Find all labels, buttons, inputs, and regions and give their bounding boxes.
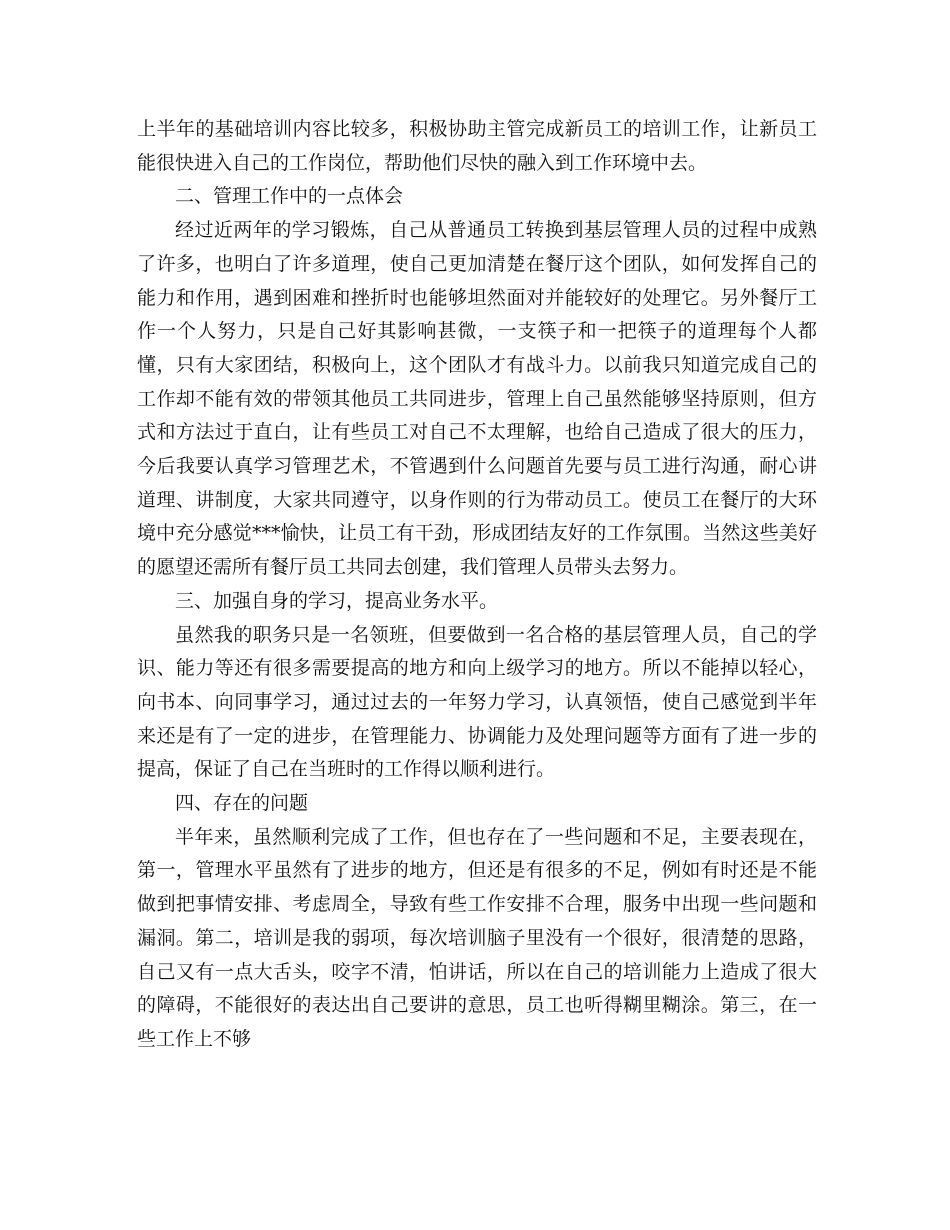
paragraph-management-experience: 经过近两年的学习锻炼，自己从普通员工转换到基层管理人员的过程中成熟了许多，也明白了许多道理，使自己更加清楚在餐厅这个团队，如何发挥自己的能力和作用，遇到困难和挫折时也能够坦然面对并能较好的处理它。另外餐厅工作一个人努力，只是自己好其影响甚微，一支筷子和一把筷子的道理每个人都懂，只有大家团结，积极向上，这个团队才有战斗力。以前我只知道完成自己的工作却不能有效的带领其他员工共同进步，管理上自己虽然能够坚持原则，但方式和方法过于直白，让有些员工对自己不太理解，也给自己造成了很大的压力，今后我要认真学习管理艺术，不管遇到什么问题首先要与员工进行沟通，耐心讲道理、讲制度，大家共同遵守，以身作则的行为带动员工。使员工在餐厅的大环境中充分感觉***愉快，让员工有干劲，形成团结友好的工作氛围。当然这些美好的愿望还需所有餐厅员工共同去创建，我们管理人员带头去努力。: [137, 219, 817, 579]
section-heading-self-study: 三、加强自身的学习，提高业务水平。: [175, 589, 499, 612]
paragraph-existing-problems: 半年来，虽然顺利完成了工作，但也存在了一些问题和不足，主要表现在，第一，管理水平虽然有了进步的地方，但还是有很多的不足，例如有时还是不能做到把事情安排、考虑周全，导致有些工作安排不合理，服务中出现一些问题和漏洞。第二，培训是我的弱项，每次培训脑子里没有一个很好，很清楚的思路，自己又有一点大舌头，咬字不清，怕讲话，所以在自己的培训能力上造成了很大的障碍，不能很好的表达出自己要讲的意思，员工也听得糊里糊涂。第三，在一些工作上不够: [137, 825, 817, 1050]
section-heading-management-experience: 二、管理工作中的一点体会: [175, 185, 404, 208]
paragraph-self-study: 虽然我的职务只是一名领班，但要做到一名合格的基层管理人员，自己的学识、能力等还有很多需要提高的地方和向上级学习的地方。所以不能掉以轻心，向书本、向同事学习，通过过去的一年努力学习，认真领悟，使自己感觉到半年来还是有了一定的进步，在管理能力、协调能力及处理问题等方面有了进一步的提高，保证了自己在当班时的工作得以顺利进行。: [137, 623, 817, 781]
document-body: [137, 113, 817, 1057]
section-heading-existing-problems: 四、存在的问题: [175, 792, 309, 815]
paragraph-training-summary: 上半年的基础培训内容比较多，积极协助主管完成新员工的培训工作，让新员工能很快进入自己的工作岗位，帮助他们尽快的融入到工作环境中去。: [137, 118, 817, 174]
